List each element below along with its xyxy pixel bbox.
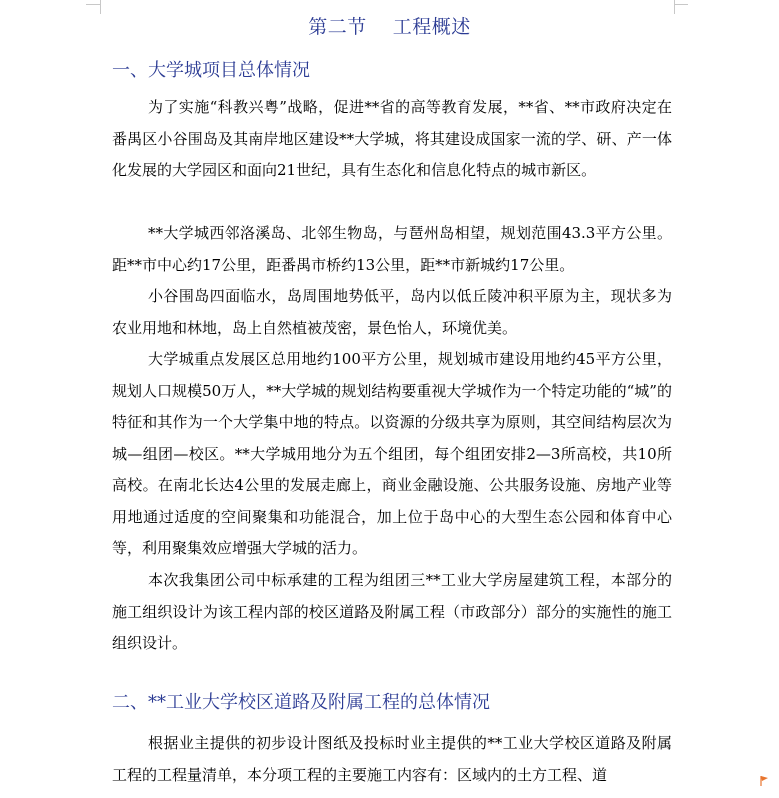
chapter-title xyxy=(0,12,779,42)
chapter-number: 第二节 xyxy=(308,16,367,38)
body-paragraph: 为了实施“科教兴粤”战略，促进**省的高等教育发展，**省、**市政府决定在番禺区小谷围岛及其南岸地区建设**大学城，将其建设成国家一流的学、研、产一体化发展的大学园区和面向21世纪，具有生态化和信息化特点的城市新区。 xyxy=(112,98,672,179)
body-paragraph: 根据业主提供的初步设计图纸及投标时业主提供的**工业大学校区道路及附属工程的工程量清单，本分项工程的主要施工内容有：区域内的土方工程、道 xyxy=(112,734,672,784)
orange-flag-icon-svg xyxy=(760,775,769,787)
body-paragraph: 小谷围岛四面临水，岛周围地势低平，岛内以低丘陵冲积平原为主，现状多为农业用地和林地，岛上自然植被茂密，景色怡人，环境优美。 xyxy=(112,287,672,337)
section-heading-1: 一、大学城项目总体情况 xyxy=(112,60,310,81)
orange-flag-icon xyxy=(760,775,769,787)
crop-mark-top-left-h xyxy=(86,4,100,5)
section-heading-2: 二、**工业大学校区道路及附属工程的总体情况 xyxy=(112,692,490,713)
crop-mark-top-right-h xyxy=(674,4,688,5)
body-paragraph: 本次我集团公司中标承建的工程为组团三**工业大学房屋建筑工程，本部分的施工组织设计为该工程内部的校区道路及附属工程（市政部分）部分的实施性的施工组织设计。 xyxy=(112,571,672,652)
body-paragraph: 大学城重点发展区总用地约100平方公里，规划城市建设用地约45平方公里，规划人口规模50万人，**大学城的规划结构要重视大学城作为一个特定功能的“城”的特征和其作为一个大学集中地的特点。以资源的分级共享为原则，其空间结构层次为城—组团—校区。**大学城用地分为五个组团，每个组团安排2—3所高校，共10所高校。在南北长达4公里的发展走廊上，商业金融设施、公共服务设施、房地产业等用地通过适度的空间聚集和功能混合，加上位于岛中心的大型生态公园和体育中心等，利用聚集效应增强大学城的活力。 xyxy=(112,350,672,557)
body-paragraph: **大学城西邻洛溪岛、北邻生物岛，与琶州岛相望，规划范围43.3平方公里。距**市中心约17公里，距番禺市桥约13公里，距**市新城约17公里。 xyxy=(112,224,672,274)
chapter-title-text: 工程概述 xyxy=(392,16,471,38)
